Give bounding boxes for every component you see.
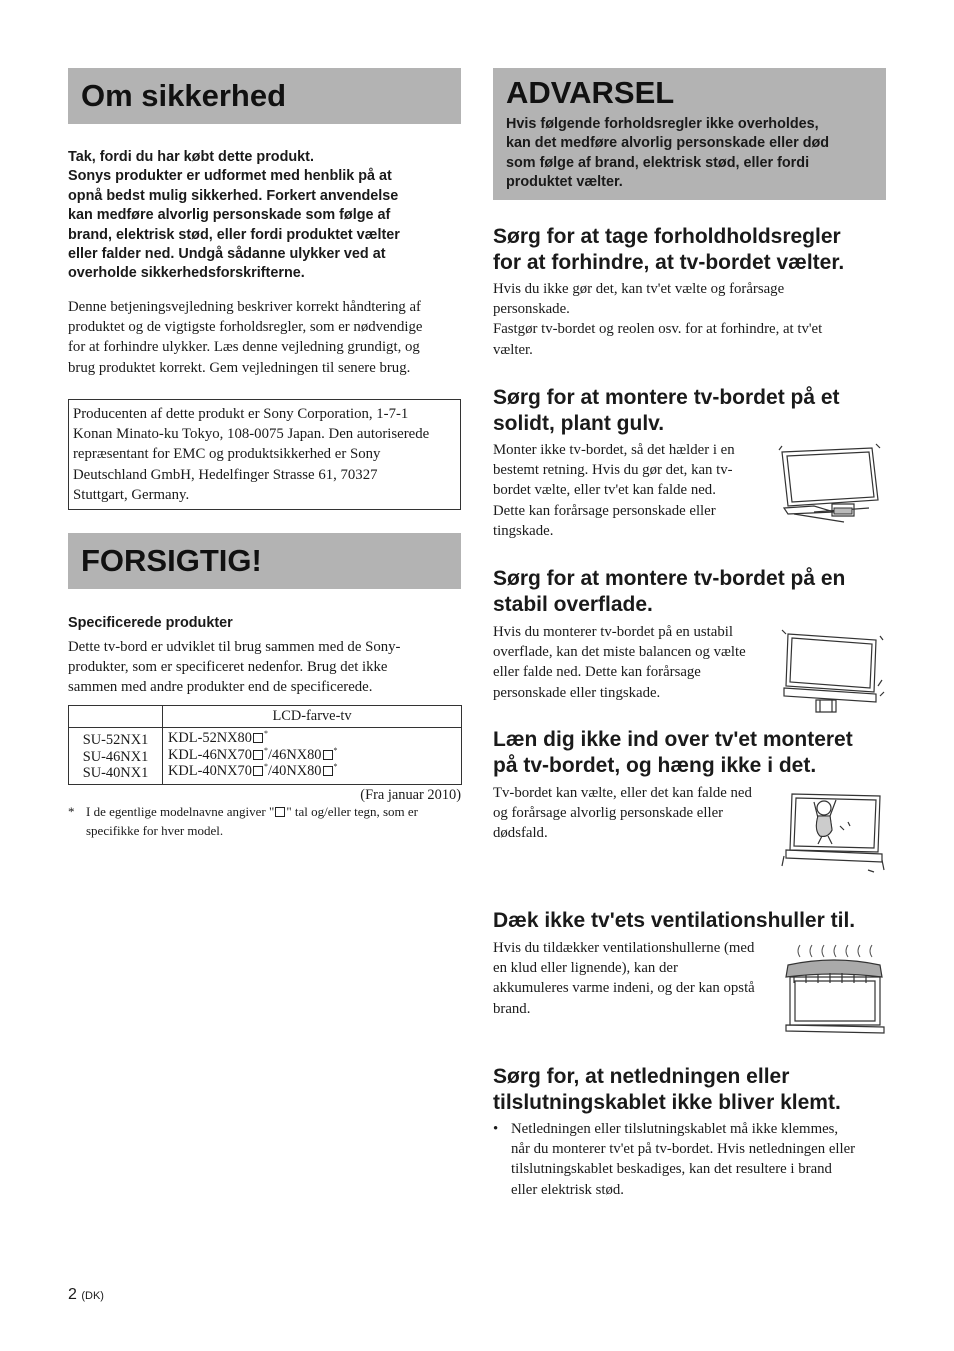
placeholder-box-icon — [253, 733, 263, 743]
section-level-floor-title: Sørg for at montere tv-bordet på et solidt, plant gulv. — [493, 386, 840, 435]
tv-models-cell — [163, 728, 462, 785]
covered-vents-illustration — [782, 941, 886, 1036]
section-tipping-title: Sørg for at tage forholdholdsregler for at forhindre, at tv-bordet vælter. — [493, 225, 845, 274]
section-cable-text: Netledningen eller tilslutningskablet må ikke klemmes, når du monterer tv'et på tv-bordet. Hvis netledningen eller tilslutningskablet beskadiges, kan det resultere i brand eller elektrisk stød. — [511, 1121, 856, 1198]
spec-description: Dette tv-bord er udviklet til brug sammen med de Sony- produkter, som er specificeret nedenfor. Brug det ikke sammen med andre produkter end de specificerede. — [68, 639, 401, 696]
section-stable-surface-text: Hvis du monterer tv-bordet på en ustabil overflade, kan det miste balancen og vælte eller falde ned. Dette kan forårsage personskade eller tingskade. — [493, 624, 746, 701]
manual-description: Denne betjeningsvejledning beskriver korrekt håndtering af produktet og de vigtigste forholdsregler, som er nødvendige for at forhindre ulykker. Læs denne vejledning grundigt, og brug produktet korrekt. Gem vejledningen til senere brug. — [68, 299, 423, 376]
stand-models-cell: SU-52NX1 SU-46NX1 SU-40NX1 — [69, 728, 163, 785]
spec-heading: Specificerede produkter — [68, 615, 233, 631]
language-code: (DK) — [81, 1290, 104, 1302]
table-header-row — [69, 706, 462, 728]
tv-model-row: KDL-46NX70 */46NX80 * — [168, 745, 338, 763]
safety-title-banner — [68, 68, 461, 124]
table-date: (Fra januar 2010) — [360, 787, 461, 803]
placeholder-box-icon — [253, 750, 263, 760]
tv-model-row: KDL-52NX80 * — [168, 729, 268, 746]
section-level-floor-text: Monter ikke tv-bordet, så det hælder i en bestemt retning. Hvis du gør det, kan tv- bordet vælte, eller tv'et kan falde ned. Dette kan forårsage personskade eller tingskade. — [493, 442, 735, 539]
unstable-tv-icon — [776, 626, 886, 714]
caution-title: FORSIGTIG! — [81, 543, 262, 578]
footnote: * I de egentlige modelnavne angiver " " tal og/eller tegn, som er specifikke for hver model. — [68, 804, 418, 838]
warning-text: Hvis følgende forholdsregler ikke overholdes, kan det medføre alvorlig personskade eller død som følge af brand, elektrisk stød, eller fordi produktet vælter. — [506, 116, 830, 191]
child-hanging-icon — [778, 786, 886, 874]
unstable-tv-illustration — [776, 626, 886, 714]
section-tipping-text: Hvis du ikke gør det, kan tv'et vælte og forårsage personskade. Fastgør tv-bordet og reolen osv. for at forhindre, at tv'et vælter. — [493, 281, 823, 358]
tv-model-row: KDL-40NX70 */40NX80 * — [168, 762, 338, 779]
section-no-leaning-title: Læn dig ikke ind over tv'et monteret på tv-bordet, og hæng ikke i det. — [493, 728, 853, 777]
tilted-tv-icon — [774, 442, 886, 524]
intro-text: Tak, fordi du har købt dette produkt. Sonys produkter er udformet med henblik på at opnå bedst mulig sikkerhed. Forkert anvendelse kan medføre alvorlig personskade som følge af brand, elektrisk stød, eller fordi produktet vælter eller falder ned. Undgå sådanne ulykker ved at overholde sikkerhedsforskrifterne. — [68, 149, 400, 282]
warning-title: ADVARSEL — [506, 75, 675, 110]
tilted-tv-illustration — [774, 442, 886, 524]
section-ventilation-text: Hvis du tildækker ventilationshullerne (med en klud eller lignende), kan der akkumuleres varme indeni, og der kan opstå brand. — [493, 940, 755, 1017]
placeholder-box-icon — [323, 750, 333, 760]
caution-title-banner — [68, 533, 461, 589]
section-no-leaning-text: Tv-bordet kan vælte, eller det kan falde ned og forårsage alvorlig personskade eller dødsfald. — [493, 785, 752, 842]
child-hanging-illustration — [778, 786, 886, 874]
manufacturer-box: Producenten af dette produkt er Sony Corporation, 1-7-1 Konan Minato-ku Tokyo, 108-0075 Japan. Den autoriserede repræsentant for EMC og produktsikkerhed er Sony Deutschland GmbH, Hedelfinger Strasse 61, 70327 Stuttgart, Germany. — [68, 399, 461, 510]
safety-title: Om sikkerhed — [81, 78, 287, 113]
page-footer — [68, 1286, 104, 1304]
table-row — [69, 728, 462, 785]
bullet-icon: • — [493, 1121, 499, 1137]
table-header: LCD-farve-tv — [163, 706, 462, 728]
placeholder-box-icon — [275, 807, 285, 817]
placeholder-box-icon — [323, 766, 333, 776]
warning-banner — [493, 68, 886, 200]
section-ventilation-title: Dæk ikke tv'ets ventilationshuller til. — [493, 909, 856, 932]
placeholder-box-icon — [253, 766, 263, 776]
covered-vents-icon — [782, 941, 886, 1036]
section-stable-surface-title: Sørg for at montere tv-bordet på en stabil overflade. — [493, 567, 846, 616]
spec-table — [68, 705, 462, 785]
section-cable-title: Sørg for, at netledningen eller tilslutningskablet ikke bliver klemt. — [493, 1065, 841, 1114]
page-number: 2 — [68, 1286, 77, 1303]
